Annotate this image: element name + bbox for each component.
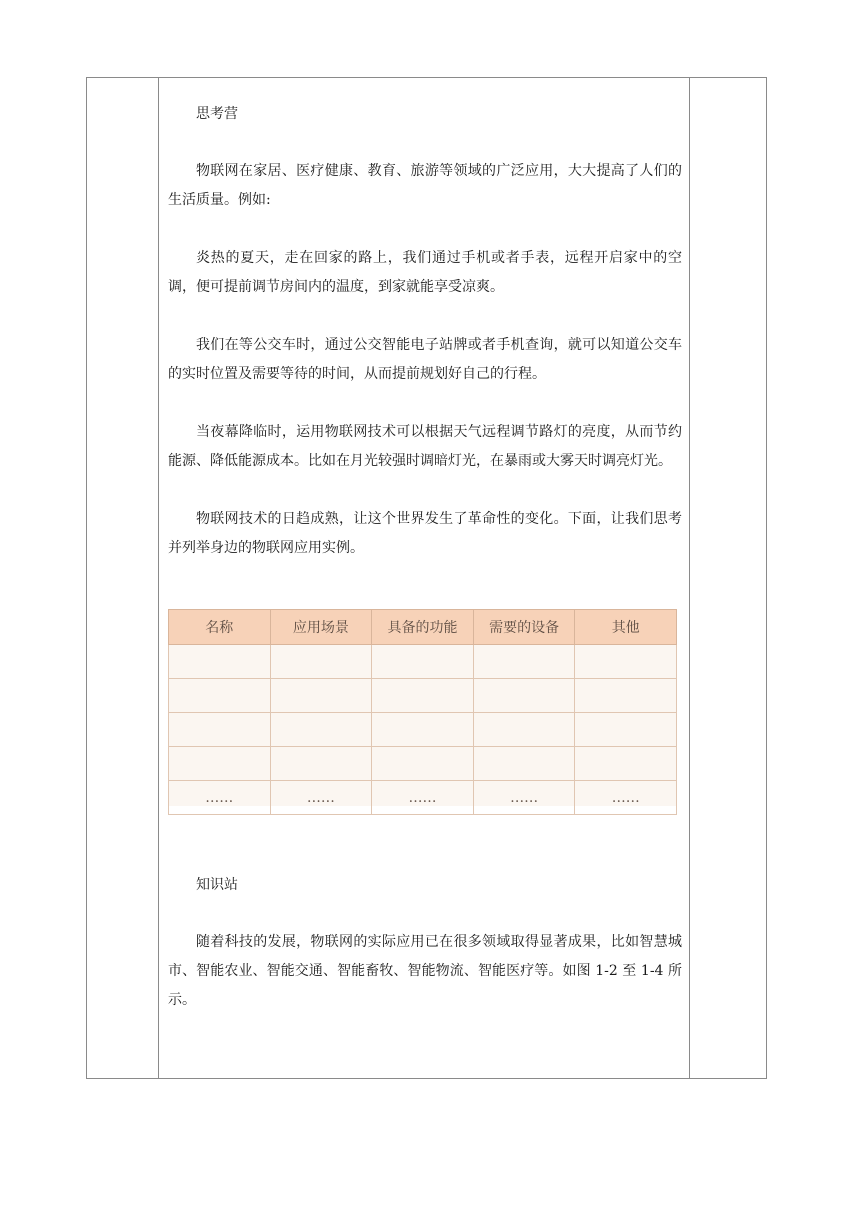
paragraph: 物联网在家居、医疗健康、教育、旅游等领域的广泛应用，大大提高了人们的生活质量。例如: <box>168 163 682 208</box>
table-row <box>169 747 677 781</box>
table-cell: …… <box>575 781 677 815</box>
think-section <box>168 100 682 592</box>
table-row-ellipsis <box>169 781 677 815</box>
paragraph: 物联网技术的日趋成熟，让这个世界发生了革命性的变化。下面，让我们思考并列举身边的物联网应用实例。 <box>168 511 682 556</box>
header-scenario: 应用场景 <box>270 610 372 645</box>
section-title-knowledge: 知识站 <box>196 877 238 893</box>
iot-examples-table <box>168 609 677 815</box>
column-divider-right <box>689 78 690 1078</box>
iot-examples-table-image <box>168 609 677 806</box>
paragraph: 随着科技的发展，物联网的实际应用已在很多领域取得显著成果，比如智慧城市、智能农业、智能交通、智能畜牧、智能物流、智能医疗等。如图 1-2 至 1-4 所示。 <box>168 934 682 1008</box>
table-row <box>169 679 677 713</box>
table-cell: …… <box>169 781 271 815</box>
table-cell: …… <box>473 781 575 815</box>
header-name: 名称 <box>169 610 271 645</box>
column-divider-left <box>158 78 159 1078</box>
paragraph: 当夜幕降临时，运用物联网技术可以根据天气远程调节路灯的亮度，从而节约能源、降低能源成本。比如在月光较强时调暗灯光，在暴雨或大雾天时调亮灯光。 <box>168 424 682 469</box>
table-cell: …… <box>270 781 372 815</box>
header-other: 其他 <box>575 610 677 645</box>
header-function: 具备的功能 <box>372 610 474 645</box>
table-header-row <box>169 610 677 645</box>
header-devices: 需要的设备 <box>473 610 575 645</box>
table-cell: …… <box>372 781 474 815</box>
table-row <box>169 645 677 679</box>
paragraph: 我们在等公交车时，通过公交智能电子站牌或者手机查询，就可以知道公交车的实时位置及需要等待的时间，从而提前规划好自己的行程。 <box>168 337 682 382</box>
knowledge-section <box>168 871 682 1015</box>
paragraph: 炎热的夏天，走在回家的路上，我们通过手机或者手表，远程开启家中的空调，便可提前调节房间内的温度，到家就能享受凉爽。 <box>168 250 682 295</box>
table-row <box>169 713 677 747</box>
section-title-think: 思考营 <box>196 106 238 122</box>
